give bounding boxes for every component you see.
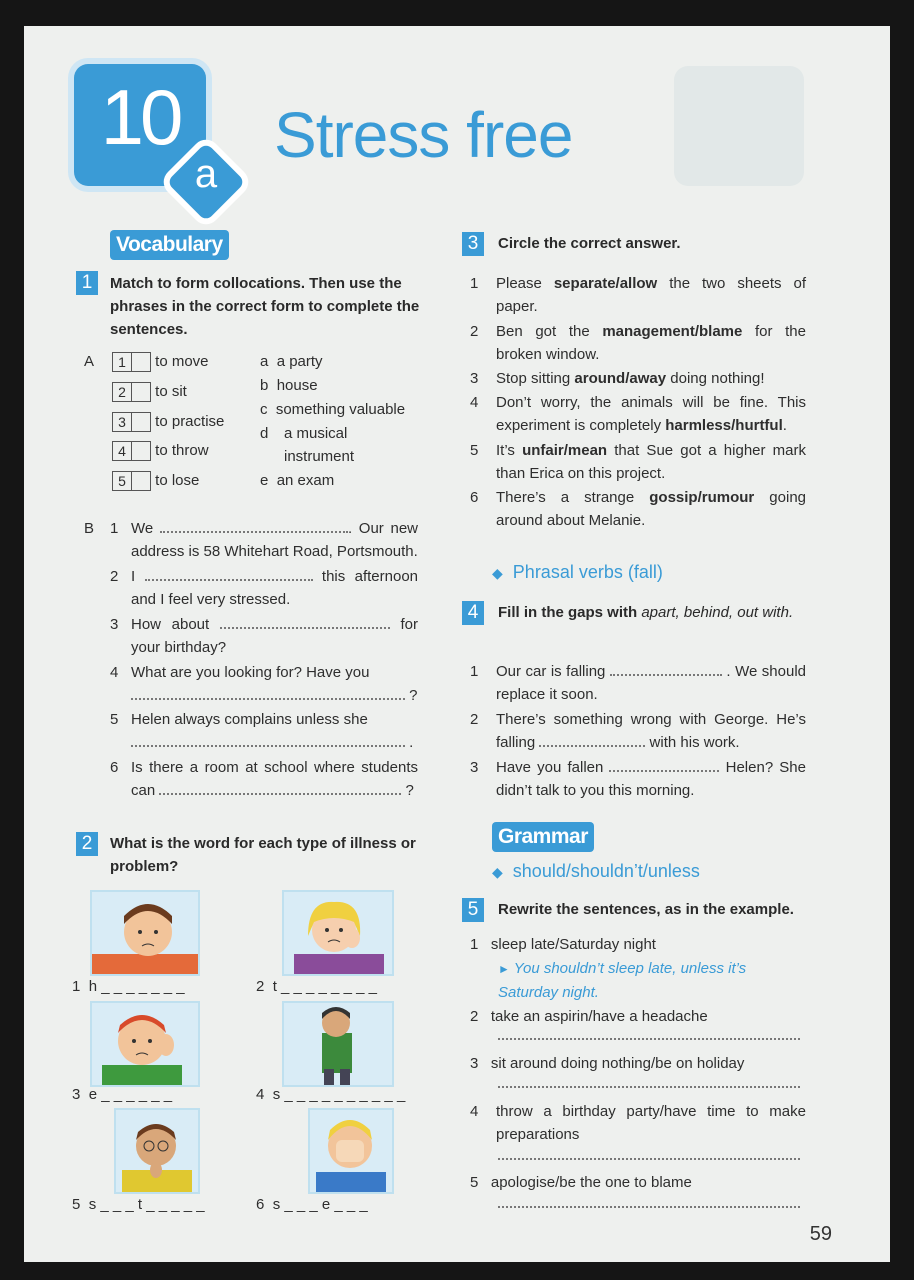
exercise-1-number: 1 <box>76 271 98 295</box>
exercise-1-instruction: Match to form collocations. Then use the phrases in the correct form to complete the sentences. <box>110 275 420 338</box>
ex5-item-2: 2 take an aspirin/have a headache <box>470 1008 708 1025</box>
sentence-b1: 1 We . Our new address is 58 Whitehart Road, Portsmouth. <box>110 520 419 560</box>
exercise-3-instruction: Circle the correct answer. <box>498 235 681 252</box>
collocation-right-b: b house <box>260 377 318 394</box>
part-b-label: B <box>84 520 95 537</box>
illness-picture-5 <box>114 1108 200 1194</box>
illness-picture-3 <box>90 1001 200 1087</box>
collocation-right-c: c something valuable <box>260 401 406 418</box>
illness-caption-2: 2 t _ _ _ _ _ _ _ _ <box>256 978 377 995</box>
diamond-bullet-icon: ◆ <box>492 864 503 880</box>
next-unit-ghost <box>674 66 804 186</box>
exercise-5-number: 5 <box>462 898 484 922</box>
grammar-heading: Grammar <box>492 822 594 852</box>
collocation-left-2: 2 to sit <box>112 380 187 403</box>
collocation-right-a: a a party <box>260 353 323 370</box>
textbook-page <box>24 26 890 1262</box>
sentence-b2: 2 I this afternoon and I feel very stressed. <box>110 568 419 608</box>
illness-caption-5: 5 s _ _ _ t _ _ _ _ _ <box>72 1196 205 1213</box>
sentence-b6: 6 Is there a room at school where students can ? <box>110 759 418 799</box>
exercise-3-number: 3 <box>462 232 484 256</box>
collocation-left-5: 5 to lose <box>112 469 199 492</box>
ex5-answer-line-2[interactable] <box>498 1038 800 1040</box>
boy-headache-illustration <box>92 892 198 974</box>
exercise-4-number: 4 <box>462 601 484 625</box>
ex5-item-4: 4 throw a birthday party/have time to make preparations <box>470 1103 806 1143</box>
ex3-item-6: 6 There’s a strange gossip/rumour going around about Melanie. <box>470 489 807 529</box>
unit-letter: a <box>194 152 218 196</box>
vocabulary-heading: Vocabulary <box>110 230 229 260</box>
illness-caption-1: 1 h _ _ _ _ _ _ _ <box>72 978 185 995</box>
collocation-left-4: 4 to throw <box>112 439 209 462</box>
sentence-b3: 3 How about for your birthday? <box>110 616 419 656</box>
ex4-item-1: 1 Our car is falling . We should replace it soon. <box>470 663 807 703</box>
ex4-item-3: 3 Have you fallen Helen? She didn’t talk to you this morning. <box>470 759 806 799</box>
illness-picture-4 <box>282 1001 394 1087</box>
ex3-item-4: 4 Don’t worry, the animals will be fine. This experiment is completely harmless/hurtful. <box>470 394 806 434</box>
illness-caption-6: 6 s _ _ _ e _ _ _ <box>256 1196 368 1213</box>
arrow-icon: ► <box>498 962 510 976</box>
ex5-answer-line-5[interactable] <box>498 1206 800 1208</box>
sentence-b5: 5 Helen always complains unless she . <box>110 711 414 751</box>
exercise-2-instruction: What is the word for each type of illness or problem? <box>110 835 416 875</box>
unit-number: 10 <box>100 73 180 161</box>
illness-picture-1 <box>90 890 200 976</box>
illness-picture-2 <box>282 890 394 976</box>
page-title: Stress free <box>274 99 573 171</box>
ex5-example-answer: ► You shouldn’t sleep late, unless it’s Saturday night. <box>498 960 747 1001</box>
exercise-2-number: 2 <box>76 832 98 856</box>
collocation-left-3: 3 to practise <box>112 410 224 433</box>
ex3-item-5: 5 It’s unfair/mean that Sue got a higher mark than Erica on this project. <box>470 442 806 482</box>
ex4-item-2: 2 There’s something wrong with George. He’s falling with his work. <box>470 711 806 751</box>
ex5-item-5: 5 apologise/be the one to blame <box>470 1174 692 1191</box>
boy-sore-throat-illustration <box>116 1110 198 1192</box>
ex5-item-3: 3 sit around doing nothing/be on holiday <box>470 1055 745 1072</box>
part-a-label: A <box>84 353 95 370</box>
girl-toothache-illustration <box>284 892 392 974</box>
boy-earache-illustration <box>92 1003 198 1085</box>
ex3-item-3: 3 Stop sitting around/away doing nothing! <box>470 370 765 387</box>
boy-sneezing-illustration <box>310 1110 392 1192</box>
ex3-item-1: 1 Please separate/allow the two sheets of paper. <box>470 275 806 315</box>
illness-caption-4: 4 s _ _ _ _ _ _ _ _ _ _ <box>256 1086 406 1103</box>
phrasal-verbs-heading: ◆ Phrasal verbs (fall) <box>492 562 663 582</box>
sentence-b4: 4 What are you looking for? Have you ? <box>110 664 418 704</box>
collocation-right-e: e an exam <box>260 472 335 489</box>
illness-picture-6 <box>308 1108 394 1194</box>
diamond-bullet-icon: ◆ <box>492 565 503 581</box>
ex5-item-1: 1 sleep late/Saturday night <box>470 936 656 953</box>
exercise-5-instruction: Rewrite the sentences, as in the example. <box>498 901 794 918</box>
page-number: 59 <box>809 1223 832 1245</box>
ex5-answer-line-3[interactable] <box>498 1086 800 1088</box>
ex5-answer-line-4[interactable] <box>498 1158 800 1160</box>
grammar-subheading: ◆ should/shouldn’t/unless <box>492 861 700 881</box>
collocation-left-1: 1 to move <box>112 350 209 373</box>
exercise-4-instruction: Fill in the gaps with apart, behind, out with. <box>498 604 794 621</box>
boy-stomachache-illustration <box>284 1003 392 1085</box>
ex3-item-2: 2 Ben got the management/blame for the broken window. <box>470 323 806 363</box>
collocation-right-d: d a musical instrument <box>260 425 355 465</box>
illness-caption-3: 3 e _ _ _ _ _ _ <box>72 1086 173 1103</box>
